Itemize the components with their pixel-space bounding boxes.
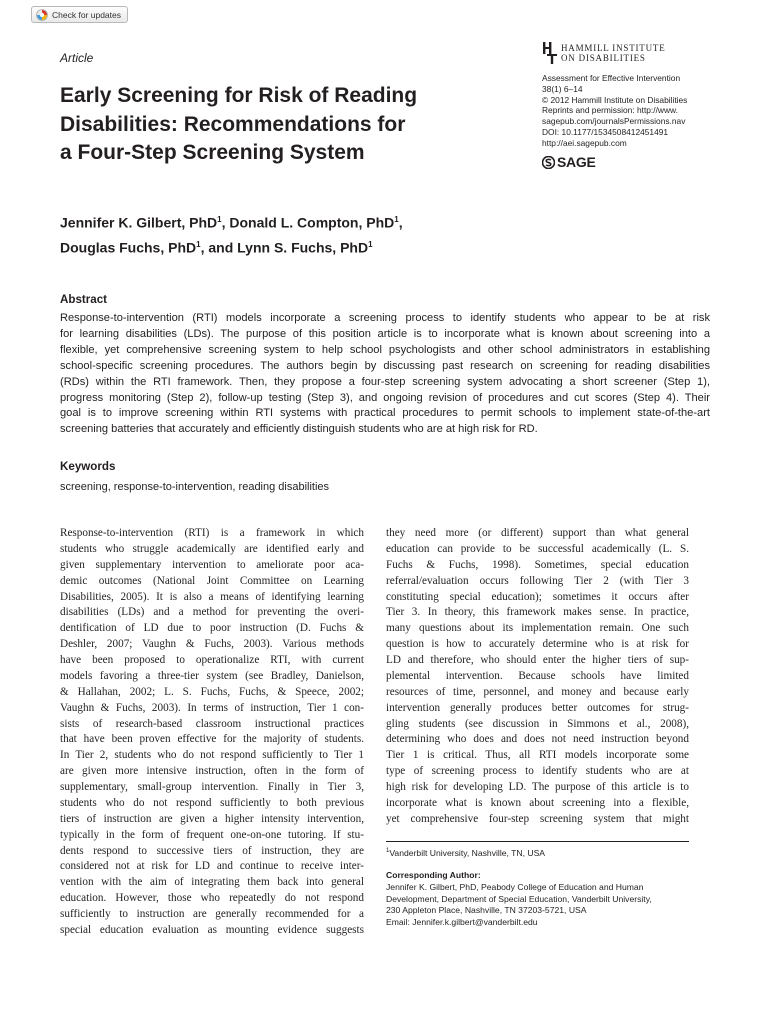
body-line: have been proposed to operationalize RTI, with current <box>60 654 364 666</box>
body-line: sufficiently to instruction are generally recommended for a <box>60 908 364 920</box>
abstract-line: goal is to improve screening within RTI systems with practical procedures to permit schools to implement state-of-the-art <box>60 407 710 420</box>
abstract-body <box>60 311 710 438</box>
body-column-right <box>386 526 689 828</box>
body-line: Fuchs & Fuchs, 1998). Sometimes, special education <box>386 558 689 571</box>
corresponding-author-details <box>386 882 652 928</box>
author-affiliation-mark: 1 <box>368 239 373 249</box>
author-line: Jennifer K. Gilbert, PhD$^1$, Donald L. Compton, PhD$^1$, <box>60 214 403 231</box>
body-line: many questions about its implementation remain. One such <box>386 622 689 635</box>
body-line: resources of time, personnel, and money and because early <box>386 685 689 698</box>
author-affiliation-mark: 1 <box>394 215 399 224</box>
body-line: demic outcomes (National Joint Committee on Learning <box>60 574 364 587</box>
title-line: Disabilities: Recommendations for <box>60 112 406 136</box>
author-affiliation-mark: 1 <box>196 239 201 249</box>
sage-wordmark: SAGE <box>557 154 596 170</box>
abstract-line: progress monitoring (Step 2), follow-up testing (Step 3), and ongoing revision of procedures and cut scores (Step 4). Their <box>60 391 710 404</box>
affiliation-text: Vanderbilt University, Nashville, TN, USA <box>389 847 546 858</box>
body-line: LD and therefore, who should enter the higher tiers of sup- <box>386 654 689 666</box>
author-name: Lynn S. Fuchs, PhD <box>237 239 369 256</box>
body-line: & Hallahan, 2002; L. S. Fuchs, Fuchs, & Speece, 2002; <box>60 685 364 698</box>
body-line: education. However, those who repeatedly do not respond <box>60 892 364 905</box>
body-line: given supplementary intervention to ameliorate poor aca- <box>60 558 364 571</box>
publisher-logo <box>542 41 666 65</box>
body-line: Response-to-intervention (RTI) is a framework in which <box>60 527 364 539</box>
body-line: models favoring a three-tier system (see Bradley, Danielson, <box>60 669 364 682</box>
body-line: disabilities (LDs) and a method for preventing the overi- <box>60 606 364 619</box>
body-line: Tier 3. In theory, this framework makes sense. In practice, <box>386 606 689 619</box>
journal-copyright: © 2012 Hammill Institute on Disabilities <box>542 94 688 105</box>
journal-url[interactable]: http://aei.sagepub.com <box>542 137 627 148</box>
publisher-name-line2: ON DISABILITIES <box>561 53 646 63</box>
journal-reprints: Reprints and permission: http://www. <box>542 105 678 116</box>
body-line: gling students (see discussion in Simmons et al., 2008), <box>386 717 689 730</box>
corresponding-author-heading: Corresponding Author: <box>386 870 481 880</box>
abstract-line: (RDs) within the RTI framework. Then, they propose a four-step screening system advocating a short screener (Step 1), <box>60 375 710 388</box>
author-list <box>60 209 403 258</box>
author-affiliation-mark: 1 <box>217 215 222 224</box>
body-line: they need more (or different) support than what general <box>386 527 689 539</box>
body-line: students who do not respond sufficiently to both previous <box>60 796 364 809</box>
title-line: Early Screening for Risk of Reading <box>60 84 418 107</box>
body-line: are given more intensive instruction, often in the form of <box>60 765 364 778</box>
journal-volume: 38(1) 6–14 <box>542 83 583 94</box>
body-line: type of screening process to identify students who are at <box>386 765 689 778</box>
body-line: intervention generally produces better outcomes for strug- <box>386 701 689 714</box>
body-line: high risk for developing LD. The purpose of this article is to <box>386 781 689 793</box>
keywords-list: screening, response-to-intervention, reading disabilities <box>60 481 330 493</box>
abstract-line: Response-to-intervention (RTI) models incorporate a screening process to identify students who appear to be at risk <box>60 312 710 324</box>
check-for-updates-button[interactable] <box>31 6 128 23</box>
body-line: sists of research-based classroom instructional practices <box>60 717 364 730</box>
journal-reprints-link[interactable]: sagepub.com/journalsPermissions.nav <box>542 116 686 127</box>
keywords-heading: Keywords <box>60 460 116 473</box>
corresponding-line: Jennifer K. Gilbert, PhD, Peabody College of Education and Human <box>386 882 644 892</box>
body-line: students who struggle academically are identified early and <box>60 542 364 555</box>
author-name: Jennifer K. Gilbert, PhD <box>60 214 218 231</box>
abstract-line: for learning disabilities (LDs). The purpose of this position article is to incorporate what is known about screening into a <box>60 327 710 340</box>
author-line: Douglas Fuchs, PhD$^1$, and Lynn S. Fuchs, PhD$^1$ <box>60 239 373 256</box>
journal-meta <box>542 73 742 149</box>
sage-s-icon <box>542 156 555 169</box>
body-line: tiers of instruction are given a higher intensity intervention, <box>60 812 364 825</box>
journal-doi[interactable]: DOI: 10.1177/1534508412451491 <box>542 126 669 137</box>
author-name: Douglas Fuchs, PhD <box>60 239 197 256</box>
sage-logo <box>542 154 595 170</box>
affiliation-mark: 1 <box>386 848 390 854</box>
body-column-left <box>60 526 364 939</box>
body-line: Tier 1 is critical. Thus, all RTI models incorporate some <box>386 749 689 762</box>
corresponding-email[interactable]: Email: Jennifer.k.gilbert@vanderbilt.edu <box>386 916 538 927</box>
author-name: Donald L. Compton, PhD <box>229 214 395 231</box>
body-line: special education evaluation as mounting evidence suggests <box>60 923 364 936</box>
body-line: question is how to accurately determine who is at risk for <box>386 638 689 651</box>
body-line: determining who does and does not need instruction beyond <box>386 733 689 746</box>
article-title <box>60 82 480 168</box>
title-line: a Four-Step Screening System <box>60 141 365 164</box>
body-line: In Tier 2, students who do not respond sufficiently to Tier 1 <box>60 749 364 762</box>
hammill-logo-icon <box>542 41 558 65</box>
body-line: Deshler, 2007; Vaughn & Fuchs, 2003). Various methods <box>60 638 364 651</box>
body-line: referral/evaluation occurs following Tier 2 (with Tier 3 <box>386 574 689 587</box>
abstract-line: flexible, yet comprehensive screening system to help school psychologists and other school administrators in establishing <box>60 343 710 356</box>
corresponding-line: 230 Appleton Place, Nashville, TN 37203-5721, USA <box>386 905 587 916</box>
body-line: Disabilities, 2005). It is also a means of identifying learning <box>60 590 364 603</box>
footnote-divider <box>386 841 689 842</box>
body-line: dents respond to successive tiers of instruction, they are <box>60 844 364 857</box>
body-line: plemental intervention. Because schools have limited <box>386 669 689 682</box>
body-line: incorporate what is known about screening into a flexible, <box>386 796 689 809</box>
check-for-updates-label: Check for updates <box>52 9 121 20</box>
body-line: considered not at risk for LD and continue to receive inter- <box>60 860 364 873</box>
body-line: typically in the form of frequent one-on-one tutoring. If stu- <box>60 828 364 841</box>
publisher-name-line1: HAMMILL INSTITUTE <box>561 42 666 53</box>
abstract-line: school-specific screening procedures. The authors begin by discussing past research on screening for reading disabilities <box>60 359 710 372</box>
body-line: constituting special education); sometimes it occurs after <box>386 590 689 603</box>
affiliation-footnote <box>386 846 545 859</box>
body-line: supplementary, small-group intervention. Finally in Tier 3, <box>60 781 364 793</box>
body-line: education can provide to be successful academically (L. S. <box>386 542 689 555</box>
abstract-line: screening batteries that accurately and efficiently distinguish students who are at high risk for RD. <box>60 423 538 436</box>
body-line: Vaughn & Fuchs, 2003). In terms of instruction, Tier 1 con- <box>60 701 364 714</box>
crossmark-icon <box>36 9 48 21</box>
body-line: that have been proven effective for the majority of students. <box>60 733 364 746</box>
corresponding-line: Development, Department of Special Education, Vanderbilt University, <box>386 893 652 904</box>
article-type-label: Article <box>60 51 94 65</box>
body-line: dentification of LD due to poor instruction (D. Fuchs & <box>60 622 364 635</box>
body-line: vention with the aim of integrating them back into general <box>60 876 364 889</box>
abstract-heading: Abstract <box>60 293 108 306</box>
journal-name: Assessment for Effective Intervention <box>542 73 681 83</box>
body-line: yet comprehensive four-step screening system that might <box>386 812 689 825</box>
